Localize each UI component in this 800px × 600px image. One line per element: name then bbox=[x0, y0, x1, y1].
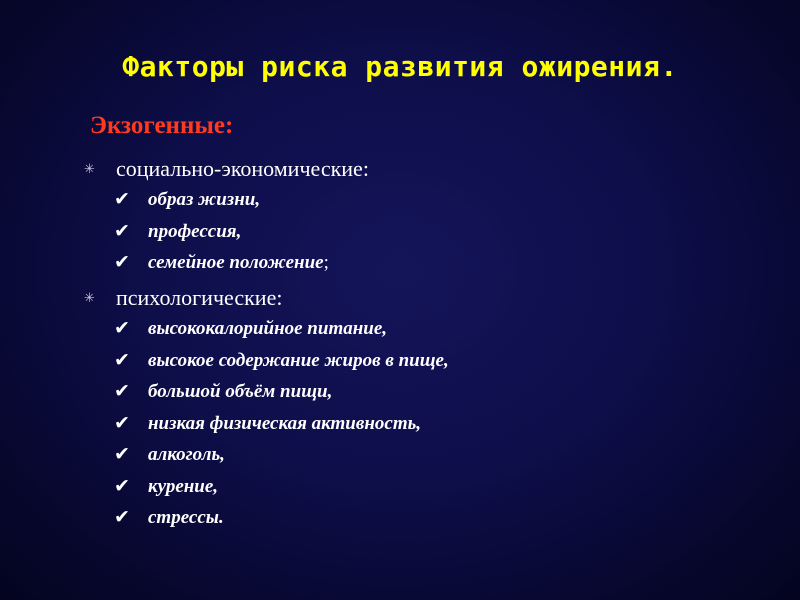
checkmark-icon: ✔ bbox=[114, 251, 130, 273]
factor-list bbox=[84, 188, 369, 283]
factor-list bbox=[84, 317, 449, 538]
group-label: психологические: bbox=[116, 285, 283, 310]
section-heading: Экзогенные: bbox=[90, 112, 234, 139]
group-header bbox=[84, 285, 449, 315]
item-text: профессия, bbox=[148, 220, 242, 242]
checkmark-icon: ✔ bbox=[114, 443, 130, 465]
checkmark-icon: ✔ bbox=[114, 219, 130, 242]
star-bullet-icon: ✳ bbox=[84, 162, 95, 177]
list-item bbox=[114, 188, 369, 220]
list-item bbox=[114, 380, 449, 412]
checkmark-icon: ✔ bbox=[114, 317, 130, 339]
item-text: стрессы. bbox=[148, 507, 224, 528]
checkmark-icon: ✔ bbox=[114, 380, 130, 402]
list-item bbox=[114, 475, 449, 507]
list-item bbox=[114, 412, 449, 444]
checkmark-icon: ✔ bbox=[114, 188, 130, 210]
checkmark-icon: ✔ bbox=[114, 474, 130, 497]
factor-group-socioeconomic bbox=[84, 156, 369, 283]
factor-group-psychological bbox=[84, 285, 449, 538]
list-item bbox=[114, 251, 369, 283]
item-text: семейное положение bbox=[148, 252, 324, 273]
list-item bbox=[114, 220, 369, 252]
item-text: образ жизни, bbox=[148, 189, 261, 210]
group-label: социально-экономические: bbox=[116, 156, 369, 181]
checkmark-icon: ✔ bbox=[114, 411, 130, 434]
list-item bbox=[114, 443, 449, 475]
list-item bbox=[114, 349, 449, 381]
group-header bbox=[84, 156, 369, 186]
item-text: низкая физическая активность, bbox=[148, 412, 422, 434]
item-text: курение, bbox=[148, 475, 219, 497]
item-text: высокое содержание жиров в пище, bbox=[148, 349, 449, 371]
list-item bbox=[114, 506, 449, 538]
star-bullet-icon: ✳ bbox=[84, 291, 95, 306]
item-text: высококалорийное питание, bbox=[148, 318, 388, 339]
list-item bbox=[114, 317, 449, 349]
checkmark-icon: ✔ bbox=[114, 506, 130, 528]
checkmark-icon: ✔ bbox=[114, 348, 130, 371]
item-text: алкоголь, bbox=[148, 444, 225, 465]
slide-title: Факторы риска развития ожирения. bbox=[122, 50, 678, 83]
item-suffix: ; bbox=[323, 252, 329, 273]
item-text: большой объём пищи, bbox=[148, 381, 333, 402]
